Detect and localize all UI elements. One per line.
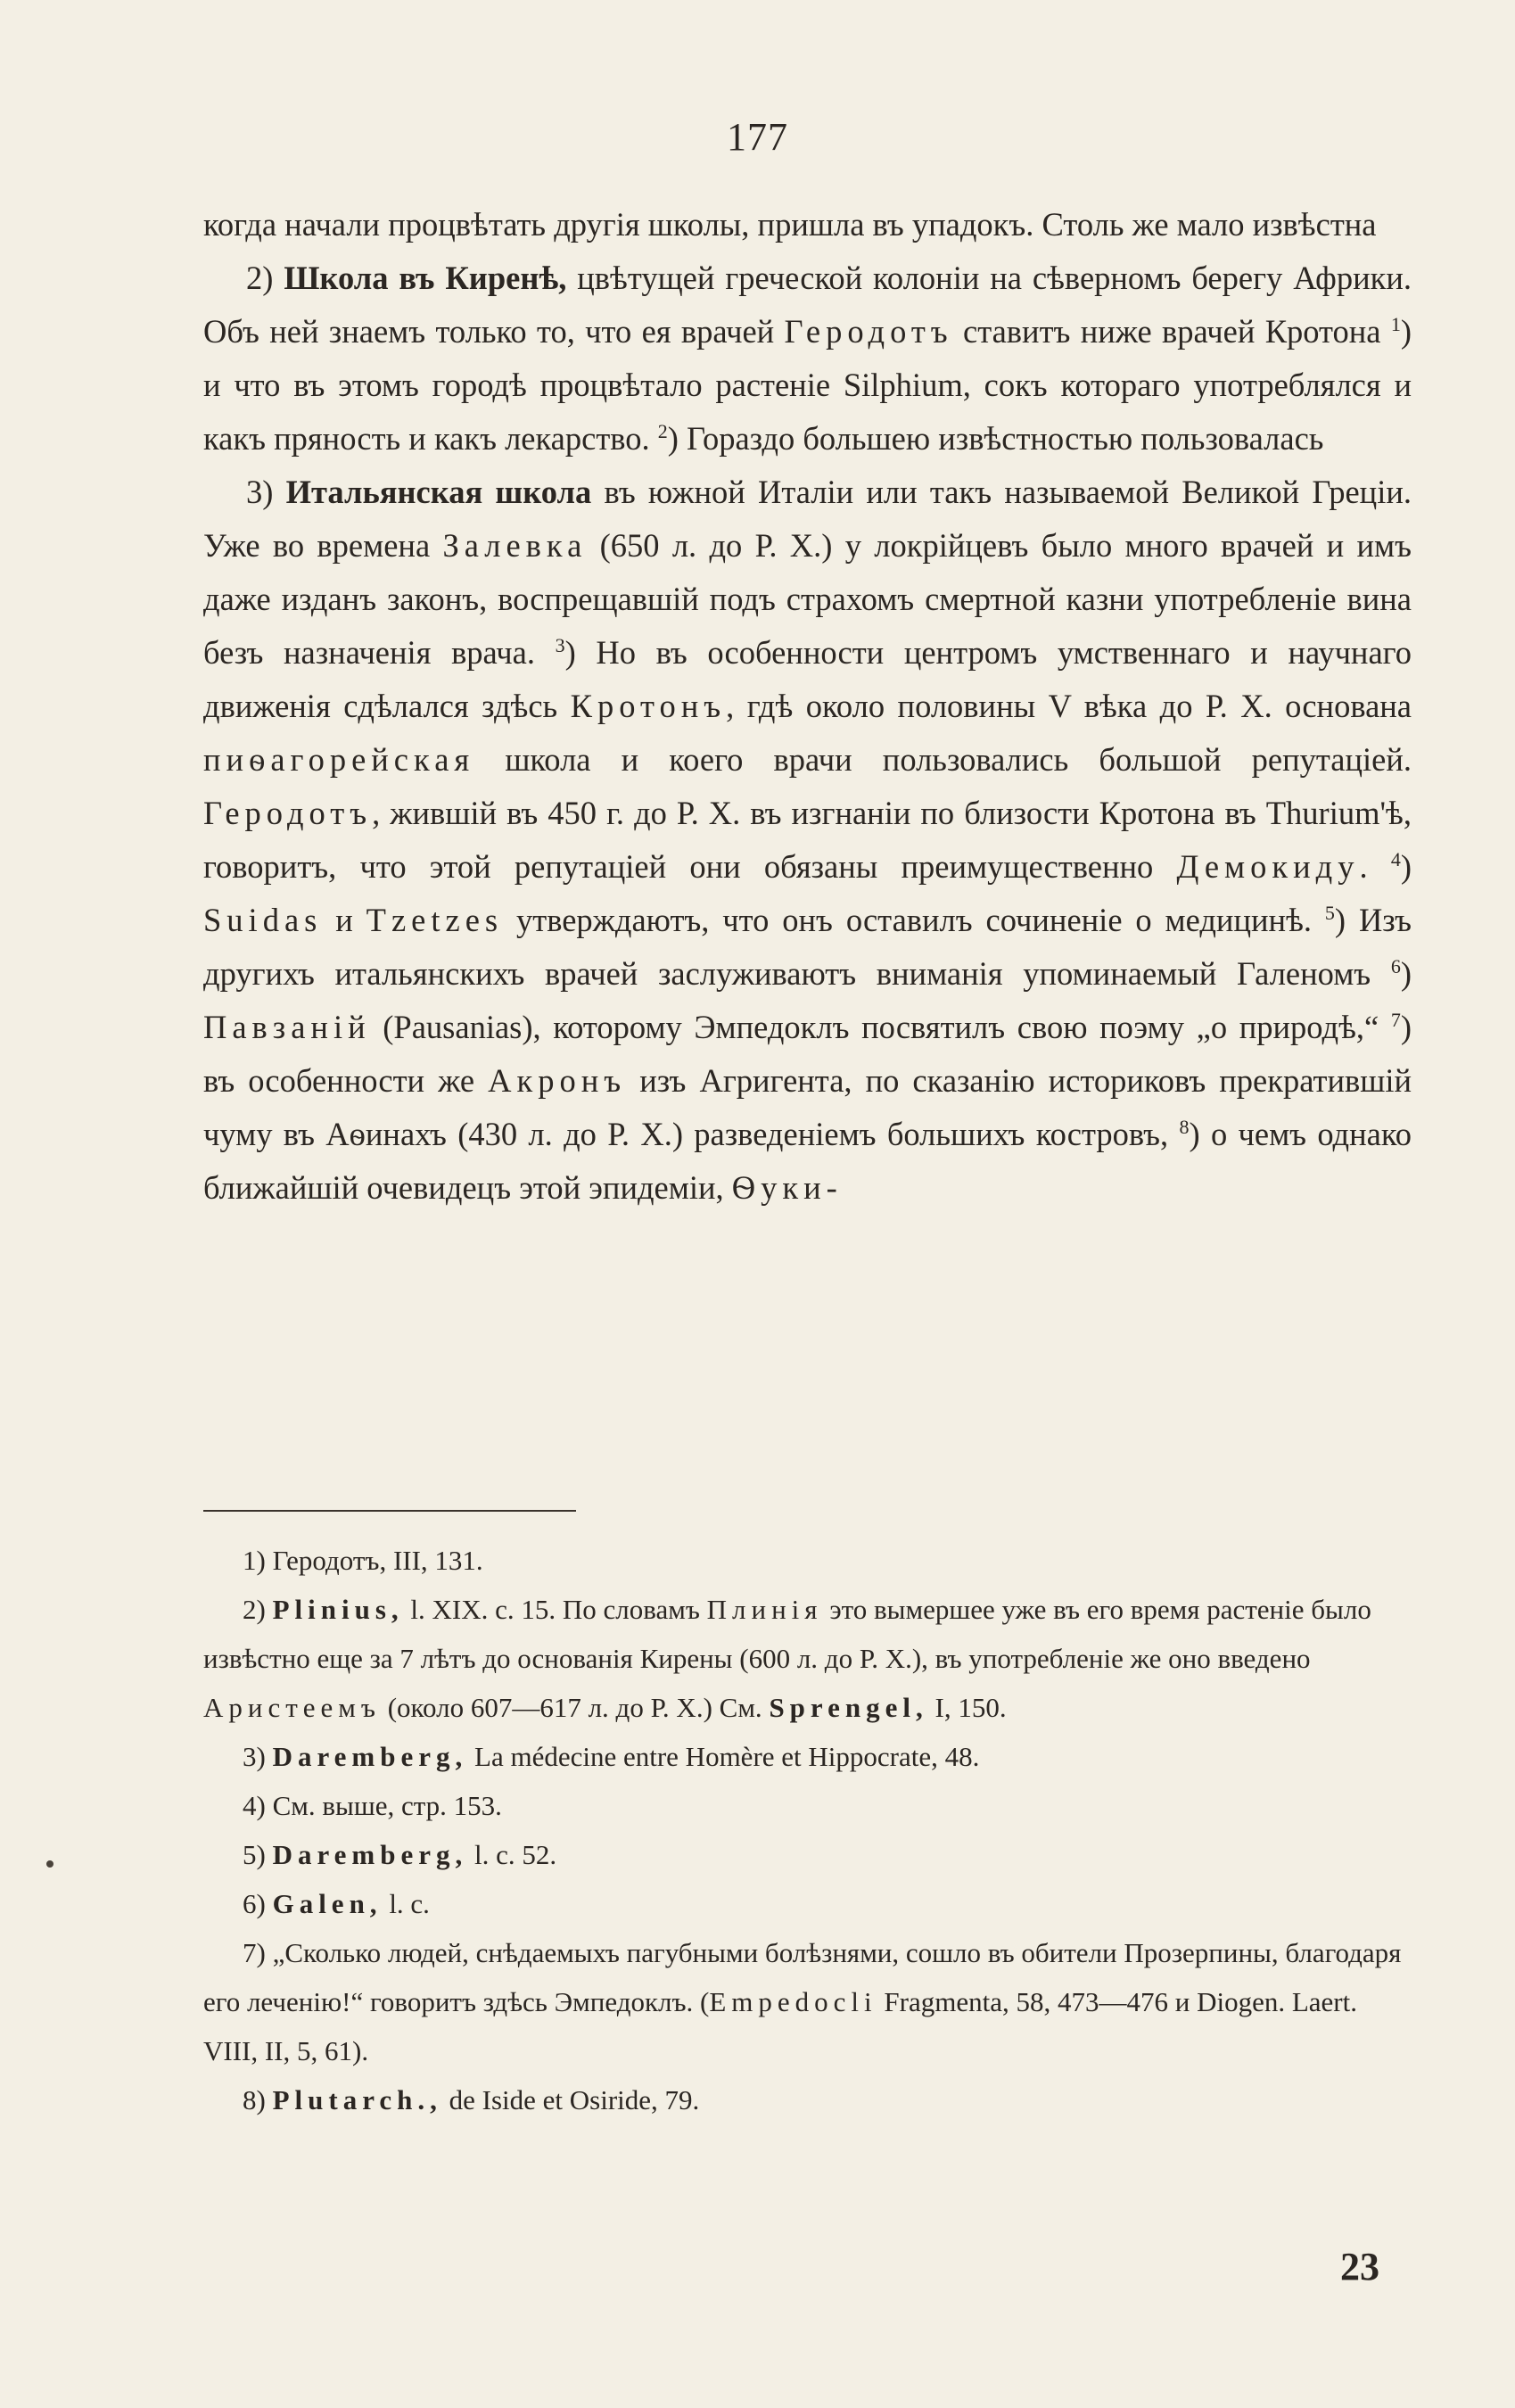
- name-kroton: Кротонъ: [570, 688, 727, 724]
- text-run: ): [1400, 955, 1412, 992]
- text-run: , гдѣ около половины V вѣка до Р. Х. основана: [726, 688, 1412, 724]
- name-plinius: Plinius,: [272, 1594, 404, 1625]
- text-run: ) о чемъ однако ближайшій очевидецъ этой эпидеміи,: [203, 1116, 1412, 1206]
- text-run: (650 л. до Р. Х.) у локрійцевъ было много врачей и имъ даже изданъ законъ, воспрещавшій подъ страхомъ смертной казни употребленіе вина безъ назначенія врача.: [203, 527, 1412, 671]
- footnote-5: [203, 1830, 1412, 1879]
- footnote-number: 2): [243, 1594, 266, 1625]
- heading-italian: Итальянская школа: [285, 474, 592, 510]
- text-run: ставитъ ниже врачей Кротона: [952, 313, 1391, 350]
- footnote-ref: 3: [555, 633, 565, 656]
- text-run: „Сколько людей, снѣдаемыхъ пагубными болѣзнями, сошло въ обители Прозерпины, благодаря его леченію!“ говоритъ здѣсь Эмпедоклъ. (: [203, 1937, 1402, 2017]
- text-run: .: [1359, 848, 1391, 885]
- footnote-4: 4) См. выше, стр. 153.: [243, 1790, 502, 1821]
- footnotes: [203, 1536, 1412, 2124]
- footnote-number: 7): [243, 1937, 266, 1968]
- name-galen: Galen,: [272, 1888, 383, 1919]
- main-text: [203, 198, 1412, 1215]
- name-empedocles: Empedocli: [709, 1986, 877, 2017]
- footnote-ref: 7: [1390, 1008, 1401, 1031]
- text-run: l. c. 52.: [467, 1839, 557, 1870]
- name-daremberg: Daremberg,: [272, 1839, 468, 1870]
- footnote-7: [203, 1928, 1412, 2075]
- footnote-ref: 8: [1179, 1115, 1190, 1138]
- text-run: это вымершее уже въ его время растеніе было извѣстно еще за 7 лѣтъ до основанія Кирены (600 л. до Р. Х.), въ употребленіе же оно введено: [203, 1594, 1371, 1674]
- text-run: въ южной Италіи или такъ называемой Великой Греціи. Уже во времена: [203, 474, 1412, 564]
- name-tzetzes: Tzetzes: [366, 902, 504, 938]
- text-run: ) Гораздо большею извѣстностью пользовалась: [667, 420, 1324, 457]
- name-thucydides: Ѳуки-: [731, 1169, 843, 1206]
- margin-mark: [46, 1860, 54, 1868]
- footnote-ref: 4: [1390, 847, 1401, 870]
- text-run: школа и коего врачи пользовались большой репутаціей.: [474, 741, 1412, 778]
- name-akron: Акронъ: [488, 1062, 627, 1099]
- name-pythagorean: пиѳагорейская: [203, 741, 475, 778]
- text-run: l. XIX. c. 15. По словамъ: [403, 1594, 707, 1625]
- section-number: 3): [246, 474, 274, 510]
- text-run: и: [322, 902, 366, 938]
- name-aristeus: Аристеемъ: [203, 1692, 381, 1723]
- name-democedes: Демокиду: [1176, 848, 1360, 885]
- footnote-number: 6): [243, 1888, 266, 1919]
- footnote-ref: 2: [657, 419, 668, 442]
- text-run: (около 607—617 л. до Р. Х.) См.: [380, 1692, 770, 1723]
- text-run: La médecine entre Homère et Hippocrate, 48.: [467, 1741, 980, 1772]
- name-daremberg: Daremberg,: [272, 1741, 468, 1772]
- footnote-number: 5): [243, 1839, 266, 1870]
- text-run: ) и что въ этомъ городѣ процвѣтало растеніе Silphium, сокъ котораго употреблялся и какъ пряность и какъ лекарство.: [203, 313, 1412, 457]
- footnote-6: [203, 1879, 1412, 1928]
- paragraph-italian: [203, 466, 1412, 1215]
- page-number: 177: [727, 115, 788, 159]
- text-run: ) Изъ другихъ итальянскихъ врачей заслуживаютъ вниманія упоминаемый Галеномъ: [203, 902, 1412, 992]
- footnote-ref: 6: [1390, 954, 1401, 977]
- footnote-rule: [203, 1510, 576, 1512]
- footnote-ref: 5: [1324, 901, 1335, 924]
- text-run: (Pausanias), которому Эмпедоклъ посвятилъ свою поэму „о природѣ,“: [370, 1009, 1391, 1045]
- text-run: ): [1400, 848, 1412, 885]
- footnote-3: [203, 1732, 1412, 1781]
- name-pausanias: Павзаній: [203, 1009, 371, 1045]
- footnote-number: 3): [243, 1741, 266, 1772]
- text-run: l. c.: [382, 1888, 430, 1919]
- footnote-2: [203, 1585, 1412, 1732]
- text-run: I, 150.: [927, 1692, 1007, 1723]
- footnote-ref: 1: [1390, 312, 1401, 335]
- name-zaleukos: Залевка: [442, 527, 588, 564]
- text-run: цвѣтущей греческой колоніи на сѣверномъ берегу Африки. Объ ней знаемъ только то, что ея врачей: [203, 260, 1412, 350]
- name-plutarch: Plutarch.,: [272, 2084, 442, 2115]
- text-run: de Iside et Osiride, 79.: [441, 2084, 700, 2115]
- printer-signature: 23: [1340, 2245, 1379, 2288]
- footnote-1: 1) Геродотъ, III, 131.: [243, 1545, 483, 1576]
- text-run: Fragmenta, 58, 473—476 и Diogen. Laert. VIII, II, 5, 61).: [203, 1986, 1357, 2066]
- name-plinia: Плинія: [706, 1594, 823, 1625]
- name-suidas: Suidas: [203, 902, 323, 938]
- text-run: ) Но въ особенности центромъ умственнаго и научнаго движенія сдѣлался здѣсь: [203, 634, 1412, 724]
- paragraph-1: когда начали процвѣтать другія школы, пришла въ упадокъ. Столь же мало извѣстна: [203, 206, 1377, 243]
- name-sprengel: Sprengel,: [769, 1692, 928, 1723]
- name-herodot: Геродотъ: [203, 795, 373, 831]
- text-run: , жившій въ 450 г. до Р. Х. въ изгнаніи по близости Кротона въ Thurium'ѣ, говоритъ, что этой репутаціей они обязаны преимущественно: [203, 795, 1412, 885]
- name-herodot: Геродотъ: [784, 313, 953, 350]
- footnote-number: 8): [243, 2084, 266, 2115]
- text-run: изъ Агригента, по сказанію историковъ прекратившій чуму въ Аѳинахъ (430 л. до Р. Х.) разведеніемъ большихъ костровъ,: [203, 1062, 1412, 1152]
- footnote-8: [203, 2075, 1412, 2124]
- text-run: утверждаютъ, что онъ оставилъ сочиненіе о медицинѣ.: [503, 902, 1325, 938]
- heading-cyrene: Школа въ Киренѣ,: [284, 260, 567, 296]
- paragraph-cyrene: [203, 252, 1412, 466]
- section-number: 2): [246, 260, 274, 296]
- text-run: ) въ особенности же: [203, 1009, 1412, 1099]
